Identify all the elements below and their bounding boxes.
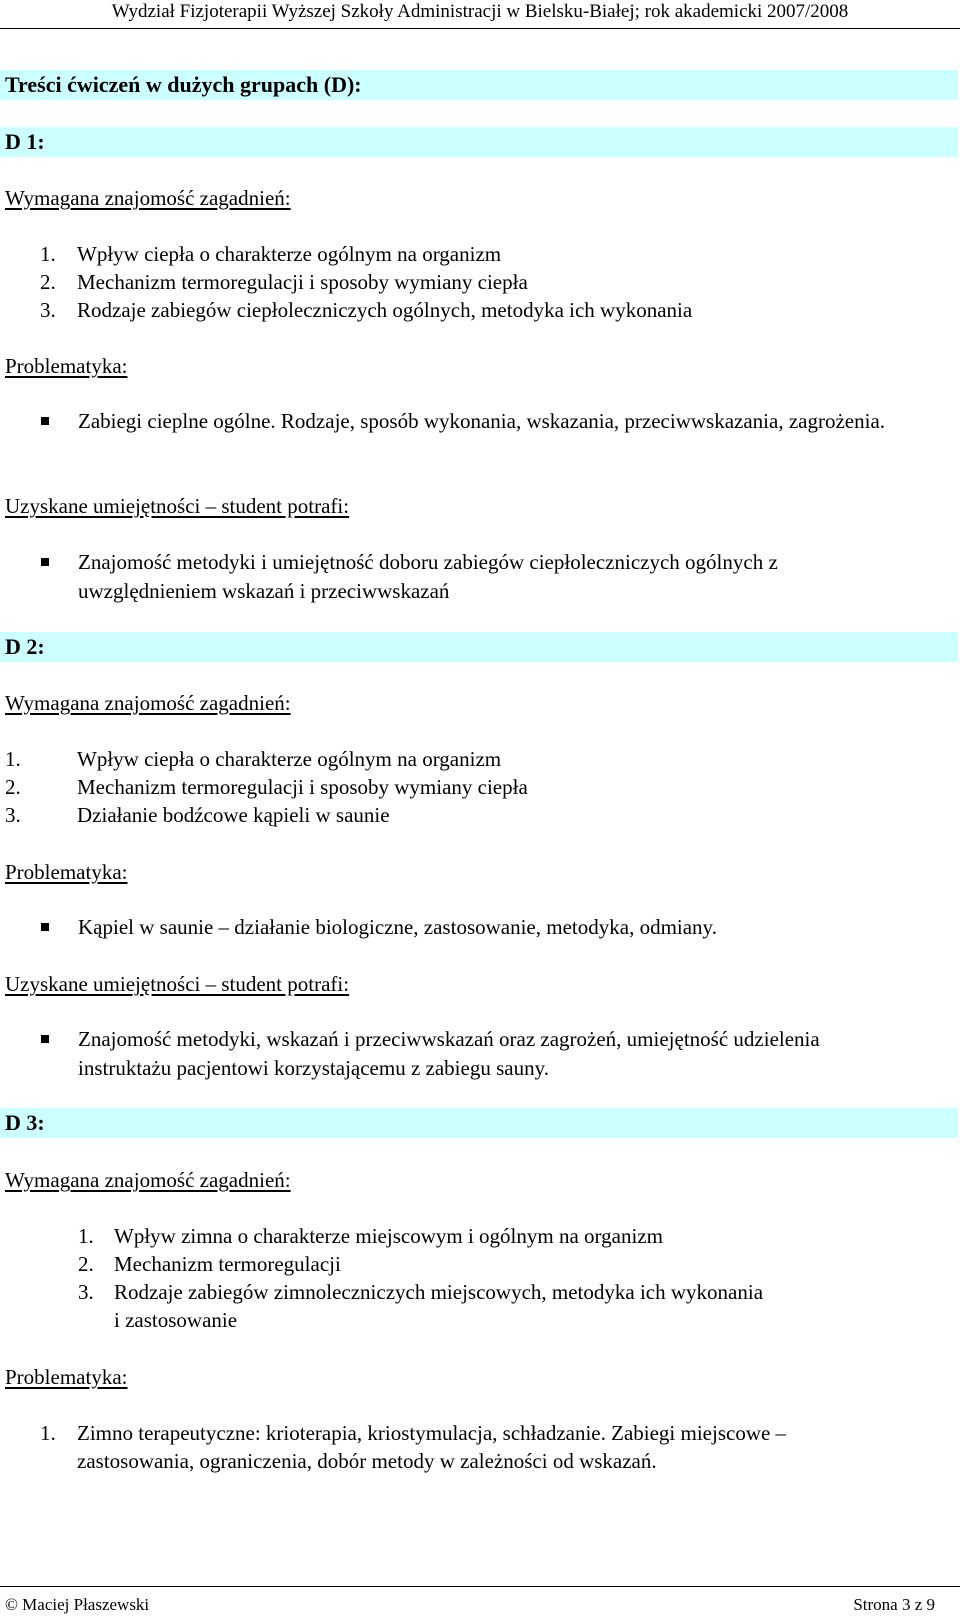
d1-skills-label: Uzyskane umiejętności – student potrafi: xyxy=(5,494,350,518)
footer-page-number: Strona 3 z 9 xyxy=(853,1595,935,1614)
header-divider xyxy=(0,28,960,29)
d2-title: D 2: xyxy=(0,632,958,662)
section-heading: Treści ćwiczeń w dużych grupach (D): xyxy=(0,70,958,100)
d2-skills-label: Uzyskane umiejętności – student potrafi: xyxy=(5,972,350,996)
d2-prob-label: Problematyka: xyxy=(5,860,128,884)
bullet-square-icon xyxy=(41,923,49,931)
d1-req-label: Wymagana znajomość zagadnień: xyxy=(5,186,291,210)
page-header: Wydział Fizjoterapii Wyższej Szkoły Administracji w Bielsku-Białej; rok akademicki 2007/2008 xyxy=(111,1,849,22)
d3-prob-item-continuation: zastosowania, ograniczenia, dobór metody w zależności od wskazań. xyxy=(77,1449,657,1473)
d3-title: D 3: xyxy=(0,1108,958,1138)
footer-author: © Maciej Płaszewski xyxy=(5,1595,150,1614)
d3-prob-label: Problematyka: xyxy=(5,1365,128,1389)
d3-req-label: Wymagana znajomość zagadnień: xyxy=(5,1168,291,1192)
bullet-square-icon xyxy=(41,1035,49,1043)
d1-prob-label: Problematyka: xyxy=(5,354,128,378)
footer-divider xyxy=(0,1586,960,1587)
d3-req-item-continuation: i zastosowanie xyxy=(114,1308,238,1332)
bullet-square-icon xyxy=(41,558,49,566)
d1-title: D 1: xyxy=(0,127,958,157)
bullet-square-icon xyxy=(41,417,49,425)
d2-req-label: Wymagana znajomość zagadnień: xyxy=(5,691,291,715)
